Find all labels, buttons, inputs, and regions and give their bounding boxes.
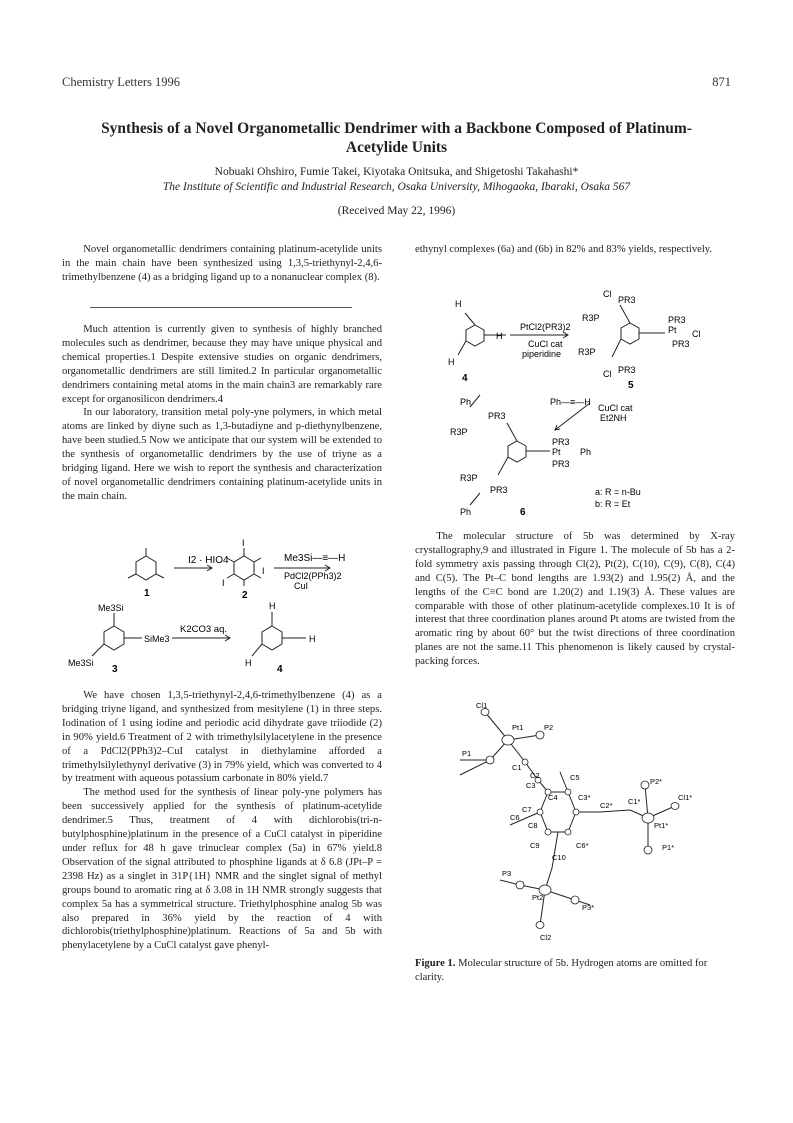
scheme2-pr3-right: PR3: [668, 315, 686, 325]
atom-label: P1*: [662, 843, 675, 852]
atom-label: C4: [548, 793, 558, 802]
abstract-text: Novel organometallic dendrimers containing platinum-acetylide units in the main chain have been synthesized using 1,3,5-triethynyl-2,4,6-trimethylbenzene (4) as a bridging ligand up to a nonanuclear complex (8).: [62, 244, 382, 283]
authors: Nobuaki Ohshiro, Fumie Takei, Kiyotaka Onitsuka, and Shigetoshi Takahashi*: [214, 166, 579, 178]
right-column-middle: [415, 530, 735, 669]
figure-1: [440, 700, 700, 950]
paragraph-ligand: We have chosen 1,3,5-triethynyl-2,4,6-trimethylbenzene (4) as a bridging triyne ligand, and synthesized from mesitylene (1) in three steps. Iodination of 1 using iodine and periodic acid dihydrate gave triiodide (2) in 90% yield.6 Treatment of 2 with trimethylsilylacetylene in the presence of a PdCl2(PPh3)2–CuI catalyst in diethylamine afforded a trimethylsilylethynyl derivative (3) in 79% yield, which was converted to 4 by treatment with aqueous potassium carbonate in 80% yield.7: [62, 690, 382, 785]
atom-label: P1: [462, 749, 472, 758]
atom-label: Pt1*: [654, 821, 669, 830]
compound-1-label: 1: [144, 588, 150, 599]
scheme-2-drawing: [440, 285, 740, 520]
atom-label: C2*: [600, 801, 613, 810]
scheme2-pr3-6c: PR3: [552, 459, 570, 469]
figure-1-caption-text: Molecular structure of 5b. Hydrogen atoms are omitted for clarity.: [415, 958, 708, 983]
ortep-drawing: [440, 700, 700, 950]
scheme-1-drawing: [62, 538, 382, 678]
scheme2-cl-right: Cl: [692, 329, 701, 339]
reagent-phenylacetylene: Ph—≡—H: [550, 397, 591, 407]
journal-header: Chemistry Letters 1996: [62, 75, 181, 89]
atom-label: C5: [570, 773, 580, 782]
scheme2-pr3-right2: PR3: [672, 339, 690, 349]
paper-title: Synthesis of a Novel Organometallic Dendrimer with a Backbone Composed of Platinum-Acetylide Units: [101, 120, 692, 156]
compound-4-ref: 4: [462, 373, 468, 384]
paragraph-method: The method used for the synthesis of linear poly-yne polymers has been successively applied for the synthesis of platinum-acetylide dendrimer.5 Thus, treatment of 4 with dichlorobis(tri-n-butylphosphine)platinum in the presence of a CuCl catalyst in piperidine under reflux for 48 h gave trinuclear complex (5a) in 67% yield.8 Observation of the signal attributed to phosphine ligands at δ 6.8 (JPt–P = 2398 Hz) as a singlet in 31P{1H} NMR and the singlet signal of methyl groups bound to aromatic ring at δ 3.08 in 1H NMR strongly suggests that complex 5a has a symmetrical structure. Triethylphosphine analog 5b was also prepared in 36% yield by the reaction of 4 with dichlorobis(triethylphosphine)platinum. Reactions of 5a and 5b with phenylacetylene by a CuCl catalyst gave phenyl-: [62, 787, 382, 952]
scheme2-r3p-top: R3P: [582, 313, 600, 323]
scheme1-me3si-top: Me3Si: [98, 603, 124, 613]
atom-label: C8: [528, 821, 538, 830]
atom-label: C10: [552, 853, 566, 862]
scheme2-pr3-top: PR3: [618, 295, 636, 305]
reagent-cui: CuI: [294, 581, 309, 591]
scheme2-cl-bottom: Cl: [603, 369, 612, 379]
atom-label: C6*: [576, 841, 589, 850]
reagent-k2co3: K2CO3 aq.: [180, 624, 227, 635]
left-column-top: [62, 323, 382, 504]
compound-5-label: 5: [628, 380, 634, 391]
paragraph-continuation: ethynyl complexes (6a) and (6b) in 82% and 83% yields, respectively.: [415, 244, 713, 255]
atom-label: C2: [530, 771, 540, 780]
atom-label: C3*: [578, 793, 591, 802]
scheme2-pt-6: Pt: [552, 447, 561, 457]
scheme-1: [62, 538, 382, 678]
paragraph-laboratory: In our laboratory, transition metal poly-yne polymers, in which metal atoms are linked by diyne such as 1,3-butadiyne and p-diethynylbenzene, have been studied.5 Now we anticipate that our system will be extended to the synthesis of organometallic dendrimers by the use of triyne as a bridging ligand. Here we wish to report the synthesis and characterization of novel organometallic dendrimers containing platinum-acetylide units in the main chain.: [62, 407, 382, 502]
scheme-2: [440, 285, 740, 520]
abstract: [62, 243, 382, 285]
atom-label: Pt1: [512, 723, 524, 732]
scheme2-ph-bottom: Ph: [460, 507, 472, 517]
atom-label: C1*: [628, 797, 641, 806]
atom-label: P2*: [650, 777, 663, 786]
reagent-iodine: I2 · HIO4: [188, 555, 229, 566]
figure-1-caption-label: Figure 1.: [415, 958, 456, 969]
scheme1-h-right: H: [309, 634, 316, 644]
scheme2-pt-right: Pt: [668, 325, 677, 335]
scheme1-sime3: SiMe3: [144, 634, 170, 644]
scheme2-ph-right: Ph: [580, 447, 592, 457]
reagent-cucl-2: CuCl cat: [598, 403, 633, 413]
atom-label: C1: [512, 763, 522, 772]
atom-label: C9: [530, 841, 540, 850]
reagent-pd-catalyst: PdCl2(PPh3)2: [284, 571, 342, 581]
legend-b: b: R = Et: [595, 499, 631, 509]
scheme2-pr3-bottom: PR3: [618, 365, 636, 375]
scheme2-h-bottom: H: [448, 357, 455, 367]
right-column-top: [415, 243, 735, 257]
scheme1-iodo-right: I: [262, 566, 265, 576]
reagent-tms-acetylene: Me3Si—≡—H: [284, 553, 346, 564]
page-number: 871: [712, 75, 731, 89]
scheme2-r3p-6a: R3P: [450, 427, 468, 437]
scheme1-h-bottom: H: [245, 658, 252, 668]
scheme1-me3si-bottom: Me3Si: [68, 658, 94, 668]
atom-label: P3: [502, 869, 512, 878]
reagent-cucl: CuCl cat: [528, 339, 563, 349]
affiliation: The Institute of Scientific and Industrial Research, Osaka University, Mihogaoka, Ibaraki, Osaka 567: [162, 181, 631, 193]
reagent-ptcl2: PtCl2(PR3)2: [520, 322, 571, 332]
scheme2-h-top: H: [455, 299, 462, 309]
atom-label: Cl1: [476, 701, 488, 710]
scheme2-ph-top: Ph: [460, 397, 472, 407]
scheme2-r3p-bottom: R3P: [578, 347, 596, 357]
compound-6-label: 6: [520, 507, 526, 518]
scheme2-h-right: H: [496, 331, 503, 341]
atom-label: Pt2: [532, 893, 544, 902]
scheme2-cl-top: Cl: [603, 289, 612, 299]
scheme1-iodo-top: I: [242, 538, 245, 548]
compound-4-label: 4: [277, 664, 283, 675]
legend-a: a: R = n-Bu: [595, 487, 641, 497]
compound-2-label: 2: [242, 590, 248, 601]
atom-label: C7: [522, 805, 532, 814]
atom-label: C6: [510, 813, 520, 822]
reagent-et2nh: Et2NH: [600, 413, 627, 423]
scheme2-r3p-6b: R3P: [460, 473, 478, 483]
atom-label: P2: [544, 723, 554, 732]
paragraph-intro: Much attention is currently given to synthesis of highly branched molecules such as dendrimer, because they may have unique physical and chemical properties.1 Despite extensive studies on organic dendrimers, organometallic dendrimers are still limited.2 In particular organometallic dendrimers containing metal atoms in the main chain3 are remarkably rare except for organosilicon dendrimers.4: [62, 324, 382, 405]
atom-label: C3: [526, 781, 536, 790]
received-date: (Received May 22, 1996): [337, 205, 456, 217]
figure-1-caption: [415, 957, 735, 985]
reagent-piperidine: piperidine: [522, 349, 562, 359]
paragraph-xray: The molecular structure of 5b was determined by X-ray crystallography,9 and illustrated in Figure 1. The molecule of 5b has a 2-fold symmetry axis passing through Cl(2), Pt(2), C(10), C(9), C(8), C(4) and C(5). The Pt–C bond lengths are 1.93(2) and 1.95(2) Å, and the lengths of the C≡C bond are 1.20(2) and 1.19(3) Å. These values are comparable with those of other platinum-acetylide complexes.10 It is of interest that three coordination planes around Pt atoms are twisted from the aromatic ring by about 60° but the twist directions of three coordination planes are not the same.11 This phenomenon is likely caused by crystal-packing forces.: [415, 531, 735, 668]
scheme1-h-top: H: [269, 601, 276, 611]
compound-3-label: 3: [112, 664, 118, 675]
atom-label: Cl2: [540, 933, 552, 942]
scheme2-pr3-6b: PR3: [552, 437, 570, 447]
atom-label: Cl1*: [678, 793, 693, 802]
scheme2-pr3-6d: PR3: [490, 485, 508, 495]
abstract-divider: [90, 307, 352, 308]
left-column-bottom: [62, 689, 382, 953]
atom-label: P3*: [582, 903, 595, 912]
scheme2-pr3-6a: PR3: [488, 411, 506, 421]
scheme1-iodo-left: I: [222, 578, 225, 588]
